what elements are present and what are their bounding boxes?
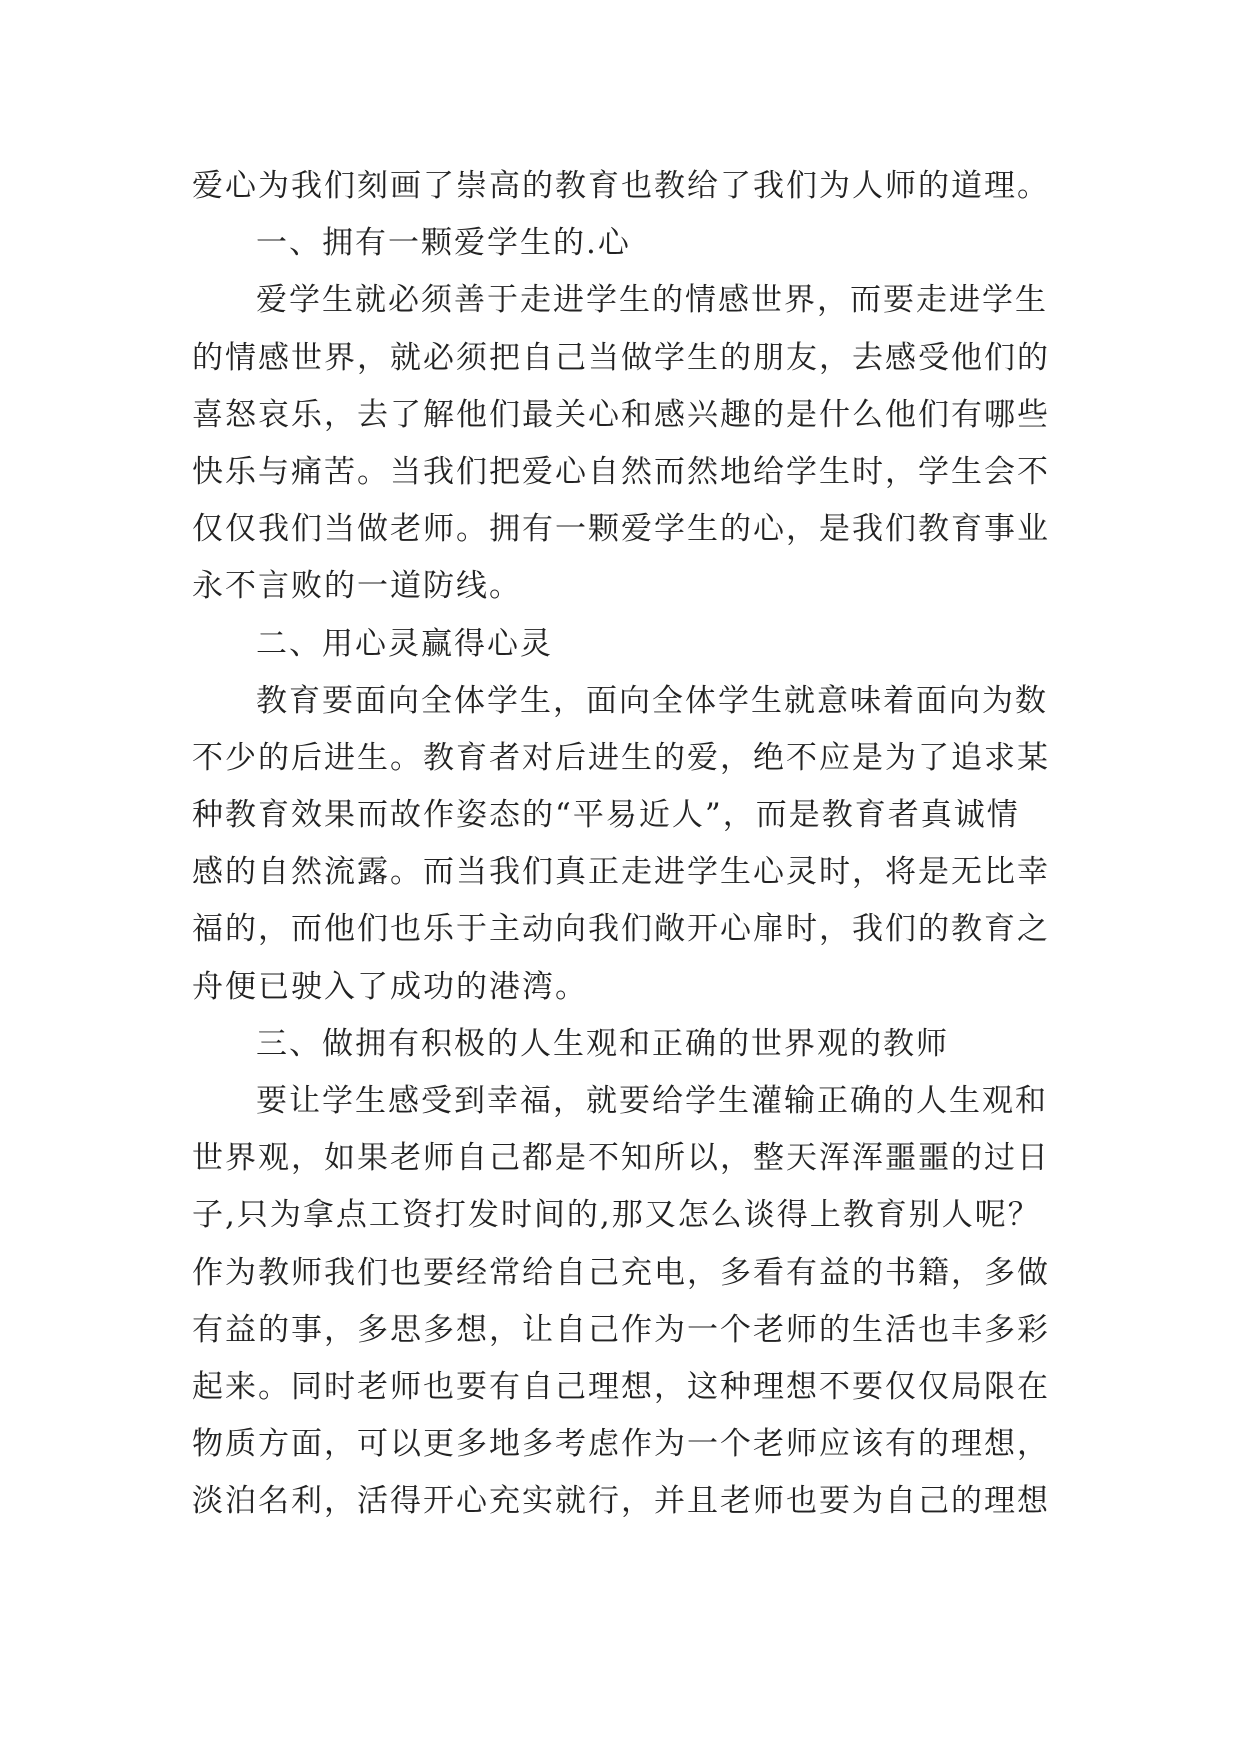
text-line: 起来。同时老师也要有自己理想，这种理想不要仅仅局限在 [192,1368,1050,1405]
text-line: 作为教师我们也要经常给自己充电，多看有益的书籍，多做 [192,1254,1050,1291]
section-heading-3: 三、做拥有积极的人生观和正确的世界观的教师 [256,1025,949,1062]
text-line: 永不言败的一道防线。 [192,568,522,605]
section-heading-1: 一、拥有一颗爱学生的.心 [256,225,631,262]
text-line: 快乐与痛苦。当我们把爱心自然而然地给学生时，学生会不 [192,453,1050,490]
text-line: 世界观，如果老师自己都是不知所以，整天浑浑噩噩的过日 [192,1140,1050,1177]
text-line: 福的，而他们也乐于主动向我们敞开心扉时，我们的教育之 [192,911,1050,948]
text-line: 喜怒哀乐，去了解他们最关心和感兴趣的是什么他们有哪些 [192,396,1050,433]
text-line: 有益的事，多思多想，让自己作为一个老师的生活也丰多彩 [192,1311,1050,1348]
text-line: 爱心为我们刻画了崇高的教育也教给了我们为人师的道理。 [192,168,1050,204]
text-line: 感的自然流露。而当我们真正走进学生心灵时，将是无比幸 [192,854,1050,891]
text-line: 种教育效果而故作姿态的“平易近人”，而是教育者真诚情 [192,797,1020,834]
text-line: 物质方面，可以更多地多考虑作为一个老师应该有的理想， [192,1426,1050,1463]
text-line: 教育要面向全体学生，面向全体学生就意味着面向为数 [256,682,1048,719]
text-line: 要让学生感受到幸福，就要给学生灌输正确的人生观和 [256,1083,1048,1119]
text-line: 爱学生就必须善于走进学生的情感世界，而要走进学生 [256,282,1048,319]
text-line: 的情感世界，就必须把自己当做学生的朋友，去感受他们的 [192,339,1050,376]
text-line: 淡泊名利，活得开心充实就行，并且老师也要为自己的理想 [192,1483,1050,1520]
document-body [192,158,1072,1531]
text-line: 仅仅我们当做老师。拥有一颗爱学生的心，是我们教育事业 [192,511,1050,548]
text-line: 子,只为拿点工资打发时间的,那又怎么谈得上教育别人呢？ [192,1197,1041,1234]
text-line: 不少的后进生。教育者对后进生的爱，绝不应是为了追求某 [192,739,1050,776]
section-heading-2: 二、用心灵赢得心灵 [256,625,553,662]
text-line: 舟便已驶入了成功的港湾。 [192,968,588,1005]
